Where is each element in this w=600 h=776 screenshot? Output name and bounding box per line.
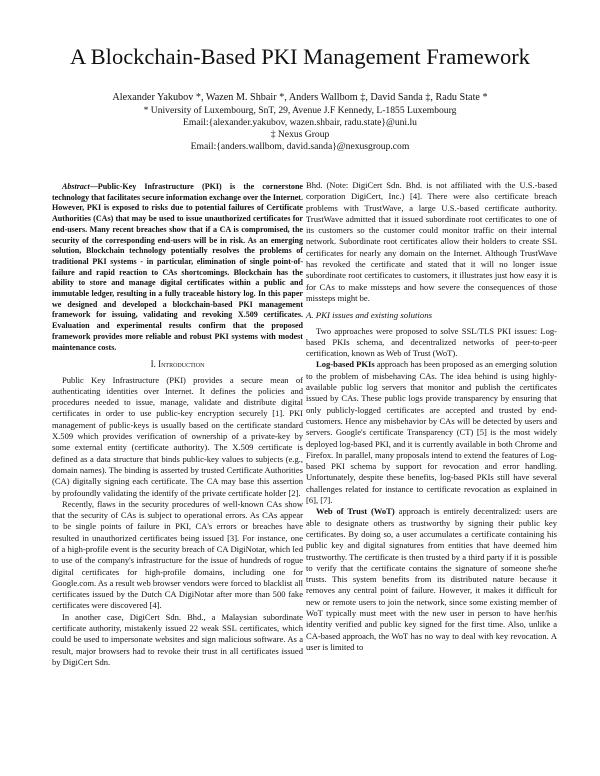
paper-title: A Blockchain-Based PKI Management Framework bbox=[70, 44, 530, 69]
affiliation-luxembourg: * University of Luxembourg, SnT, 29, Avenue J.F Kennedy, L-1855 Luxembourg bbox=[143, 105, 457, 116]
section-heading-introduction: I. Introduction bbox=[150, 359, 205, 370]
log-based-pki-lead: Log-based PKIs bbox=[316, 359, 375, 370]
log-based-pki-text: approach has been proposed as an emerging solution to the problem of misbehaving CAs. The idea behind is using highly-available public log servers that monitor and publish the certificates issued by CAs. These public logs provide transparency by ensuring that only publicly-logged certificates are accepted and trusted by end-customers. Hence any misbehavior by CAs will be detected by users and servers. Google's certificate Transparency (CT) [5] is the most widely deployed log-based PKI, and it is currently available in both Chrome and Firefox. In parallel, many proposals intend to extend the features of Log-based PKI schema by support for revocation and error handling. Unfortunately, despite these benefits, log-based PKIs still have several challenges related for instance to certificate revocation as explained in [6], [7]. bbox=[306, 359, 557, 506]
right-paragraph-1: Bhd. (Note: DigiCert Sdn. Bhd. is not affiliated with the U.S.-based corporation DigiCert, Inc.) [4]. There were also certificate breach problems with TrustWave, a large U.S.-based certificate authority. TrustWave admitted that it issued subordinate root certificates to one of its customers so the customer could monitor traffic on their internal network. Subordinate root certificates allow their holders to create SSL certificates for nearly any domain on the Internet. Although TrustWave has revoked the certificate and stated that it will no longer issue subordinate root certificates to customers, it illustrates just how easy it is for CAs to make missteps and how severe the consequences of those missteps might be. bbox=[306, 180, 557, 303]
right-column bbox=[306, 180, 557, 653]
right-paragraph-4 bbox=[306, 506, 557, 653]
subsection-heading-pki-issues: A. PKI issues and existing solutions bbox=[306, 310, 433, 321]
web-of-trust-text: approach is entirely decentralized: users are able to designate others as trustworthy by signing their public key certificates. By doing so, a user accumulates a certificate containing his public key and digital signatures from entities that have deemed him trustworthy. The certificate is then trusted by a third party if it is possible to verify that the certificate contains the signature of someone she/he trusts. This system benefits from its distributed nature because it removes any central point of failure. However, it makes it difficult for new or remote users to join the network, since some existing member of WoT typically must meet with the new user in person to have her/his identity verified and public key signed for the first time. Also, unlike a CA-based approach, the WoT has no way to deal with key revocation. A user is limited to bbox=[306, 506, 558, 652]
email-nexus: Email:{anders.wallbom, david.sanda}@nexusgroup.com bbox=[190, 141, 410, 152]
intro-paragraph-1: Public Key Infrastructure (PKI) provides a secure mean of authenticating identities over Internet. It defines the policies and procedures needed to issue, manage, validate and distribute digital certificates in order to use public-key encryption securely [1]. PKI management of public-keys is usually based on the certificate standard X.509 which provides verification of ownership of a private-key by some external entity (certificate authority). The X.509 certificate is defined as a data structure that binds public-key values to subjects (e.g., domain names). The binding is asserted by trusted Certificate Authorities (CA) digitally signing each certificate. The CA may base this assertion by profoundly validating the identify of the private certificate holder [2]. bbox=[52, 374, 303, 498]
right-paragraph-3 bbox=[306, 359, 557, 506]
left-column bbox=[52, 182, 303, 668]
email-luxembourg: Email:{alexander.yakubov, wazen.shbair, radu.state}@uni.lu bbox=[183, 117, 417, 128]
abstract-label: Abstract bbox=[62, 182, 90, 191]
right-paragraph-2: Two approaches were proposed to solve SSL/TLS PKI issues: Log-based PKIs schema, and decentralized networks of peer-to-peer certification, known as Web of Trust (WoT). bbox=[306, 325, 557, 359]
abstract-text: —Public-Key Infrastructure (PKI) is the cornerstone technology that facilitates secure information exchange over the Internet. However, PKI is exposed to risks due to potential failures of Certificate Authorities (CAs) that may be used to issue unauthorized certificates for end-users. Many recent breaches show that if a CA is compromised, the security of the corresponding end-users will be in risk. As an emerging solution, Blockchain technology potentially resolves the problems of traditional PKI systems - in particular, elimination of single point-of-failure and rapid reaction to CAs shortcomings. Blockchain has the ability to store and manage digital certificates within a public and immutable ledger, resulting in a fully traceable history log. In this paper we designed and developed a blockchain-based PKI management framework for issuing, validating and revoking X.509 certificates. Evaluation and experimental results confirm that the proposed framework provides more reliable and robust PKI systems with modest maintenance costs. bbox=[52, 182, 303, 352]
affiliation-nexus: ‡ Nexus Group bbox=[270, 129, 330, 140]
intro-paragraph-3: In another case, DigiCert Sdn. Bhd., a Malaysian subordinate certificate authority, mistakenly issued 22 weak SSL certificates, which could be used to impersonate websites and sign malicious software. As a result, major browsers had to revoke their trust in all certificates issued by DigiCert Sdn. bbox=[52, 611, 303, 667]
abstract bbox=[52, 182, 303, 353]
author-names: Alexander Yakubov *, Wazen M. Shbair *, Anders Wallbom ‡, David Sanda ‡, Radu State * bbox=[112, 92, 488, 103]
intro-paragraph-2: Recently, flaws in the security procedures of well-known CAs show that the security of CAs is subject to operational errors. As CAs appear to be single points of failure in PKI, CA's errors or breaches have resulted in unauthorized certificates being issued [3]. For instance, one of a high-profile event is the security breach of CA DigiNotar, which led to use of the company's infrastructure for the issue of hundreds of rogue digital certificates for high-profile domains, including one for Google.com. As a result web browser vendors were forced to blacklist all certificates issued by the Dutch CA DigiNotar after more than 500 fake certificates were discovered [4]. bbox=[52, 498, 303, 611]
web-of-trust-lead: Web of Trust (WoT) bbox=[316, 506, 395, 517]
author-block bbox=[0, 92, 600, 153]
